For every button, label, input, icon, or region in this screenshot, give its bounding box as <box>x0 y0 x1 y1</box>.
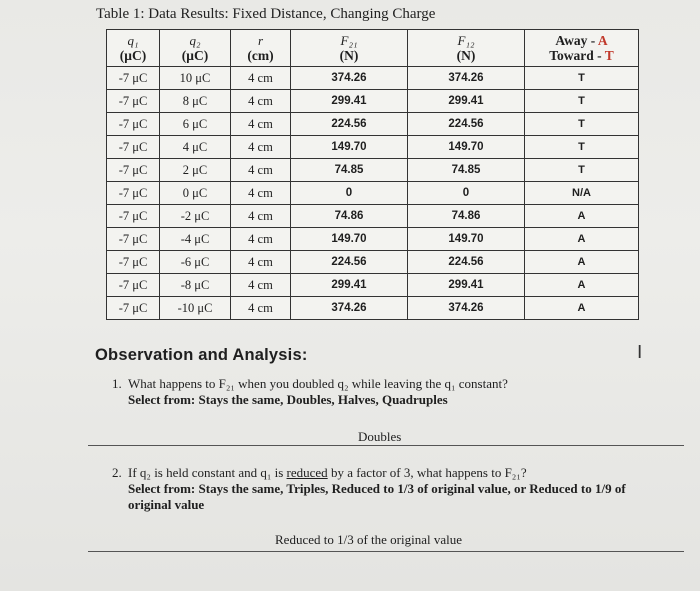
cell-f12: 149.70 <box>408 136 525 159</box>
question-1 <box>112 376 672 408</box>
question-2-number: 2. <box>112 465 122 480</box>
table-row <box>107 251 639 274</box>
cell-f21: 149.70 <box>291 228 408 251</box>
table-row <box>107 205 639 228</box>
cell-q2: 2 μC <box>160 159 231 182</box>
question-2-text-b: by a factor of 3, what happens to F₂₁? <box>327 465 527 480</box>
cell-f12: 149.70 <box>408 228 525 251</box>
cell-r: 4 cm <box>231 297 291 320</box>
question-2-text-underlined: reduced <box>286 465 328 480</box>
cell-f21: 74.85 <box>291 159 408 182</box>
cell-f21: 299.41 <box>291 274 408 297</box>
cell-r: 4 cm <box>231 90 291 113</box>
cell-direction: T <box>525 90 639 113</box>
cell-f12: 374.26 <box>408 297 525 320</box>
cell-q2: -8 μC <box>160 274 231 297</box>
cell-direction: T <box>525 67 639 90</box>
cell-q1: -7 μC <box>107 159 160 182</box>
question-2 <box>112 465 672 513</box>
cell-q2: 8 μC <box>160 90 231 113</box>
cell-f12: 74.86 <box>408 205 525 228</box>
header-f21: F₂₁ (N) <box>291 30 408 67</box>
observation-title: Observation and Analysis: <box>95 346 308 364</box>
cell-q1: -7 μC <box>107 274 160 297</box>
header-direction: Away - A Toward - T <box>525 30 639 67</box>
table-row <box>107 159 639 182</box>
question-2-text-a: If q₂ is held constant and q₁ is <box>128 465 287 480</box>
table-row <box>107 182 639 205</box>
cell-f12: 374.26 <box>408 67 525 90</box>
table-row <box>107 274 639 297</box>
cell-q2: -6 μC <box>160 251 231 274</box>
data-results-table <box>106 29 639 320</box>
cell-direction: A <box>525 297 639 320</box>
cell-direction: N/A <box>525 182 639 205</box>
cell-direction: T <box>525 136 639 159</box>
cell-direction: A <box>525 228 639 251</box>
cell-f21: 74.86 <box>291 205 408 228</box>
table-caption: Table 1: Data Results: Fixed Distance, Changing Charge <box>96 6 436 22</box>
question-1-text: What happens to F₂₁ when you doubled q₂ while leaving the q₁ constant? <box>128 376 508 391</box>
answer-1-field[interactable]: Doubles <box>358 429 402 444</box>
cell-q2: 4 μC <box>160 136 231 159</box>
cell-f21: 149.70 <box>291 136 408 159</box>
cell-q2: -2 μC <box>160 205 231 228</box>
answer-1-underline <box>88 445 684 446</box>
cell-r: 4 cm <box>231 159 291 182</box>
cell-r: 4 cm <box>231 274 291 297</box>
header-q2: q₂ (μC) <box>160 30 231 67</box>
cell-q1: -7 μC <box>107 182 160 205</box>
table-row <box>107 297 639 320</box>
cell-f21: 0 <box>291 182 408 205</box>
table-row <box>107 228 639 251</box>
question-1-select: Select from: Stays the same, Doubles, Halves, Quadruples <box>128 392 448 407</box>
table-row <box>107 67 639 90</box>
cell-f21: 374.26 <box>291 67 408 90</box>
answer-2-underline <box>88 551 684 552</box>
cell-direction: A <box>525 251 639 274</box>
question-2-select: Select from: Stays the same, Triples, Reduced to 1/3 of original value, or Reduced to 1/9 of original value <box>128 481 626 512</box>
question-1-number: 1. <box>112 376 122 391</box>
cell-r: 4 cm <box>231 136 291 159</box>
text-cursor-icon: I <box>637 342 643 363</box>
table-row <box>107 90 639 113</box>
cell-q1: -7 μC <box>107 228 160 251</box>
cell-r: 4 cm <box>231 182 291 205</box>
cell-f21: 224.56 <box>291 113 408 136</box>
cell-f21: 224.56 <box>291 251 408 274</box>
cell-direction: A <box>525 205 639 228</box>
cell-q2: 10 μC <box>160 67 231 90</box>
cell-q1: -7 μC <box>107 113 160 136</box>
cell-q1: -7 μC <box>107 90 160 113</box>
cell-r: 4 cm <box>231 205 291 228</box>
cell-q1: -7 μC <box>107 251 160 274</box>
cell-f12: 74.85 <box>408 159 525 182</box>
cell-q1: -7 μC <box>107 297 160 320</box>
cell-r: 4 cm <box>231 67 291 90</box>
table-row <box>107 113 639 136</box>
table-body <box>107 67 639 320</box>
cell-q1: -7 μC <box>107 67 160 90</box>
cell-f12: 224.56 <box>408 113 525 136</box>
cell-q1: -7 μC <box>107 205 160 228</box>
header-f12: F₁₂ (N) <box>408 30 525 67</box>
cell-f21: 374.26 <box>291 297 408 320</box>
table-row <box>107 136 639 159</box>
cell-r: 4 cm <box>231 228 291 251</box>
cell-q2: 0 μC <box>160 182 231 205</box>
table-header-row <box>107 30 639 67</box>
cell-direction: T <box>525 113 639 136</box>
header-r: r (cm) <box>231 30 291 67</box>
cell-r: 4 cm <box>231 251 291 274</box>
answer-2-field[interactable]: Reduced to 1/3 of the original value <box>275 532 463 547</box>
cell-q2: -10 μC <box>160 297 231 320</box>
cell-direction: T <box>525 159 639 182</box>
cell-f12: 299.41 <box>408 90 525 113</box>
cell-f12: 299.41 <box>408 274 525 297</box>
cell-f12: 0 <box>408 182 525 205</box>
cell-f21: 299.41 <box>291 90 408 113</box>
cell-q2: -4 μC <box>160 228 231 251</box>
cell-f12: 224.56 <box>408 251 525 274</box>
cell-direction: A <box>525 274 639 297</box>
cell-r: 4 cm <box>231 113 291 136</box>
header-q1: q₁ (μC) <box>107 30 160 67</box>
cell-q1: -7 μC <box>107 136 160 159</box>
cell-q2: 6 μC <box>160 113 231 136</box>
